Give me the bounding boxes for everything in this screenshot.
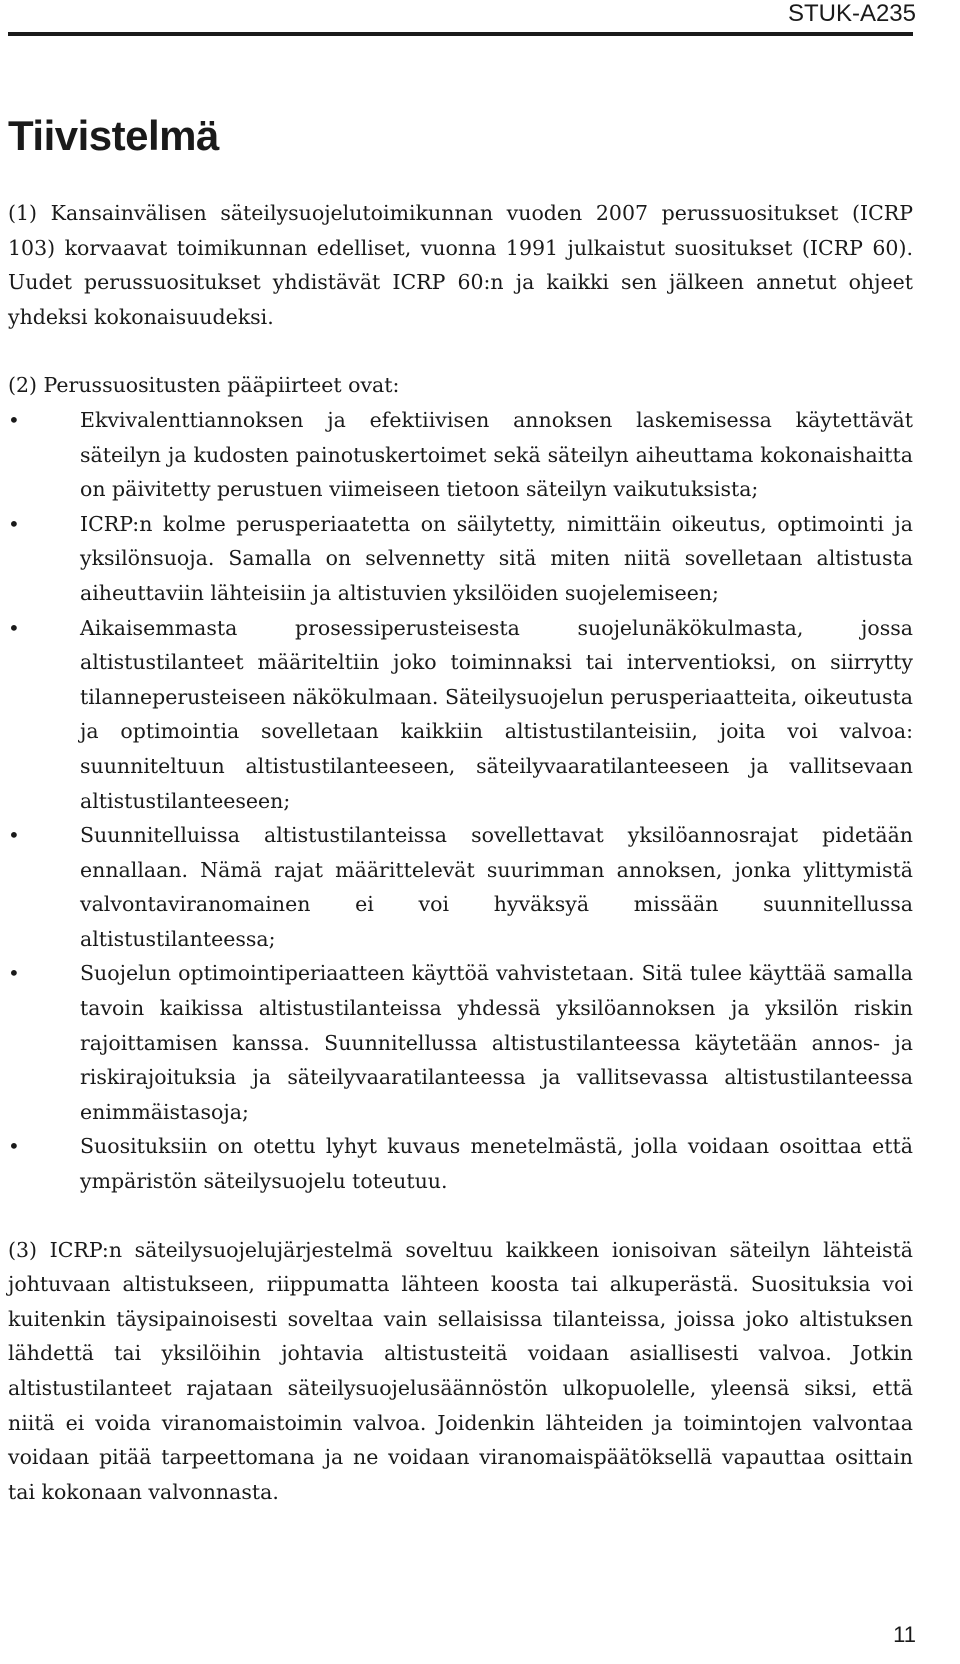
document-code: STUK-A235 [787,0,916,27]
bullet-icon: • [8,615,20,640]
list-item [8,507,913,611]
list-item [8,956,913,1129]
list-item-text: Suosituksiin on otettu lyhyt kuvaus menetelmästä, jolla voidaan osoittaa että ympäristön säteilysuojelu toteutuu. [80,1134,913,1194]
paragraph-2-intro: (2) Perussuositusten pääpiirteet ovat: [8,373,400,398]
summary-body [8,196,913,1543]
paragraph-1: (1) Kansainvälisen säteilysuojelutoimikunnan vuoden 2007 perussuositukset (ICRP 103) korvaavat toimikunnan edelliset, vuonna 1991 julkaistut suositukset (ICRP 60). Uudet perussuositukset yhdistävät ICRP 60:n ja kaikki sen jälkeen annetut ohjeet yhdeksi kokonaisuudeksi. [8,201,913,329]
list-item-text: Suojelun optimointiperiaatteen käyttöä vahvistetaan. Sitä tulee käyttää samalla tavoin kaikissa altistustilanteissa yhdessä yksilöannoksen ja yksilön riskin rajoittamisen kanssa. Suunnitellussa altistustilanteessa käytetään annos- ja riskirajoituksia ja säteilyvaaratilanteessa ja vallitsevassa altistustilanteessa enimmäistasoja; [80,961,913,1124]
bullet-icon: • [8,407,20,432]
bullet-icon: • [8,961,20,986]
list-item-text: ICRP:n kolme perusperiaatetta on säilytetty, nimittäin oikeutus, optimointi ja yksilönsuoja. Samalla on selvennetty sitä miten niitä sovelletaan altistusta aiheuttaviin lähteisiin ja altistuvien yksilöiden suojelemiseen; [80,511,913,605]
list-item [8,818,913,956]
features-list [8,403,913,1199]
page-title: Tiivistelmä [8,112,219,159]
list-item-text: Aikaisemmasta prosessiperusteisesta suojelunäkökulmasta, jossa altistustilanteet määriteltiin joko toiminnaksi tai interventioksi, on siirrytty tilanneperusteiseen näkökulmaan. Säteilysuojelun perusperiaatteita, oikeutusta ja optimointia sovelletaan kaikkiin altistustilanteisiin, joita voi valvoa: suunniteltuun altistustilanteeseen, säteilyvaaratilanteeseen ja vallitsevaan altistustilanteeseen; [80,615,913,813]
list-item-text: Ekvivalenttiannoksen ja efektiivisen annoksen laskemisessa käytettävät säteilyn ja kudosten painotuskertoimet sekä säteilyn aiheuttama kokonaishaitta on päivitetty perustuen viimeiseen tietoon säteilyn vaikutuksista; [80,407,913,502]
paragraph-3: (3) ICRP:n säteilysuojelujärjestelmä soveltuu kaikkeen ionisoivan säteilyn lähteistä johtuvaan altistukseen, riippumatta lähteen koosta tai alkuperästä. Suosituksia voi kuitenkin täysipainoisesti soveltaa vain sellaisissa tilanteissa, joissa joko altistuksen lähdettä tai yksilöihin johtavia altistusteitä voidaan asiallisesti valvoa. Jotkin altistustilanteet rajataan säteilysuojelusäännöstön ulkopuolelle, yleensä siksi, että niitä ei voida viranomaistoimin valvoa. Joidenkin lähteiden ja toimintojen valvontaa voidaan pitää tarpeettomana ja ne voidaan viranomaispäätöksellä vapauttaa osittain tai kokonaan valvonnasta. [8,1237,913,1504]
list-item [8,611,913,819]
bullet-icon: • [8,511,20,536]
bullet-icon: • [8,823,20,848]
bullet-icon: • [8,1134,20,1159]
list-item [8,1129,913,1198]
list-item-text: Suunnitelluissa altistustilanteissa sovellettavat yksilöannosrajat pidetään ennallaan. Nämä rajat määrittelevät suurimman annoksen, jonka ylittymistä valvontaviranomainen ei voi hyväksyä missään suunnitellussa altistustilanteessa; [80,823,913,951]
page-number: 11 [893,1622,916,1647]
list-item [8,403,913,507]
header-rule [8,32,913,36]
